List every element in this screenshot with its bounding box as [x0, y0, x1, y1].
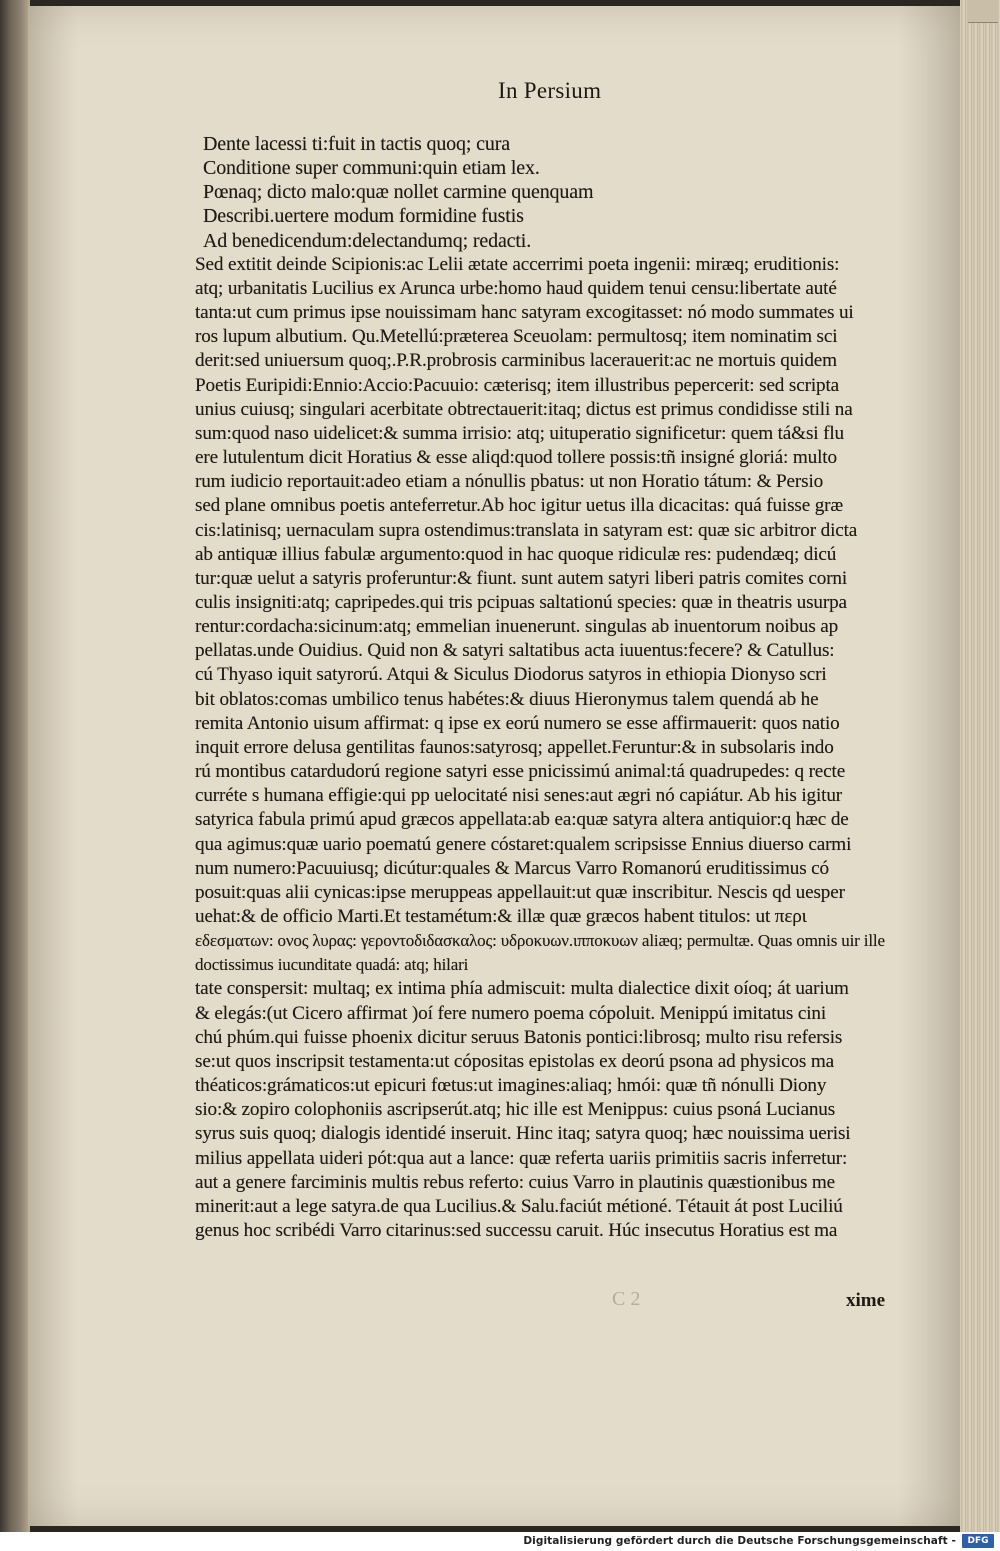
dfg-logo: DFG: [962, 1534, 994, 1548]
book-left-edge: [0, 0, 30, 1551]
verse-quotation: [195, 132, 915, 253]
text-block: [195, 132, 915, 1243]
prose-line: tur:quæ uelut a satyris proferuntur:& fiunt. sunt autem satyri liberi patris comites corni: [195, 567, 848, 589]
prose-line: derit:sed uniuersum quoq;.P.R.probrosis carminibus lacerauerit:ac ne mortuis quidem: [195, 350, 837, 372]
footer-credit: Digitalisierung gefördert durch die Deutsche Forschungsgemeinschaft -: [523, 1535, 956, 1547]
verse-line: Conditione super communi:quin etiam lex.: [203, 157, 540, 180]
prose-line: curréte s humana effigie:qui pp uelocitaté nisi senes:aut ægri nó capiátur. Ab his igitur: [195, 785, 843, 807]
prose-line: tanta:ut cum primus ipse nouissimam hanc satyram excogitasset: nó modo summates ui: [195, 302, 854, 324]
prose-line: atq; urbanitatis Lucilius ex Arunca urbe:homo haud quidem tenui censu:libertate auté: [195, 277, 837, 299]
prose-line: sum:quod naso uidelicet:& summa irrisio: atq; uituperatio significetur: quem tá&si flu: [195, 422, 844, 444]
running-head: In Persium: [498, 78, 602, 103]
prose-line: posuit:quas alii cynicas:ipse meruppeas appellauit:ut quæ inscribitur. Nescis qd uesper: [195, 881, 845, 903]
page-tab: [968, 0, 998, 23]
prose-line: rum iudicio reportauit:adeo etiam a nónullis pbatus: ut non Horatio tátum: & Persio: [195, 471, 824, 493]
prose-line: inquit errore delusa gentilitas faunos:satyrosq; appellet.Feruntur:& in subsolaris indo: [195, 736, 834, 758]
prose-line: qua agimus:quæ uario poematú genere cóstaret:qualem scripsisse Ennius diuerso carmi: [195, 833, 852, 855]
prose-line: bit oblatos:comas umbilico tenus habétes:& diuus Hieronymus talem quendá ab he: [195, 688, 819, 710]
prose-line: genus hoc scribédi Varro citarinus:sed successu caruit. Húc insecutus Horatius est ma: [195, 1220, 838, 1242]
prose-line: & elegás:(ut Cicero affirmat )oí fere numero poema cópoluit. Menippú imitatus cini: [195, 1002, 827, 1024]
prose-line: ere lutulentum dicit Horatius & esse aliqd:quod tollere possis:tñ insigné gloriá: multo: [195, 447, 837, 469]
verse-line: Describi.uertere modum formidine fustis: [203, 205, 524, 228]
prose-line: ros lupum albutium. Qu.Metellú:præterea Sceuolam: permultosq; item nominatim sci: [195, 326, 838, 348]
prose-line-greek: εδεσματων: ονος λυρας: γεροντοδιδασκαλος: υδροκυων.ιπποκυων aliæq; permultæ. Quas omnis uir ille doctissimus iucunditate quadá: atq; hilari: [195, 931, 885, 975]
prose-line: Sed extitit deinde Scipionis:ac Lelii ætate accerrimi poeta ingenii: miræq; eruditionis:: [195, 253, 840, 275]
prose-line: rú montibus catardudorú regione satyri esse pnicissimú animal:tá quadrupedes: q recte: [195, 761, 846, 783]
prose-line: ab antiquæ illius fabulæ argumento:quod in hac quoque ridiculæ res: pudendæq; dicú: [195, 543, 837, 565]
prose-line: rentur:cordacha:sicinum:atq; emmelian inuenerunt. singulas ab inuentorum noibus ap: [195, 616, 839, 638]
prose-line: syrus suis quoq; dialogis identidé inseruit. Hinc itaq; satyra quoq; hæc nouissima uerisi: [195, 1123, 851, 1145]
verse-line: Ad benedicendum:delectandumq; redacti.: [203, 229, 532, 252]
prose-line: tate conspersit: multaq; ex intima phía admiscuit: multa dialectice dixit oíoq; át uarium: [195, 978, 849, 1000]
prose-line: chú phúm.qui fuisse phoenix dicitur seruus Batonis pontici:librosq; multo risu refersis: [195, 1026, 843, 1048]
prose-line: aut a genere farciminis multis rebus referto: cuius Varro in plautinis quæstionibus me: [195, 1171, 836, 1193]
verse-line: Pœnaq; dicto malo:quæ nollet carmine quenquam: [203, 181, 594, 204]
prose-line: culis insigniti:atq; capripedes.qui tris pcipuas saltationú species: quæ in theatris usurpa: [195, 591, 847, 613]
prose-commentary: [195, 253, 915, 1243]
prose-line: sed plane omnibus poetis anteferretur.Ab hoc igitur uetus illa dicacitas: quá fuisse græ: [195, 495, 844, 517]
prose-line: cú Thyaso iquit satyrorú. Atqui & Siculus Diodorus satyros in ethiopia Dionyso scri: [195, 664, 827, 686]
prose-line: se:ut quos inscripsit testamenta:ut cópositas epistolas ex deorú psona ad physicos ma: [195, 1050, 834, 1072]
prose-line: unius cuiusq; singulari acerbitate obtrectauerit:itaq; dictus est primus condidisse stili na: [195, 398, 853, 420]
prose-line: théaticos:grámaticos:ut epicuri fœtus:ut imagines:aliaq; hmói: quæ tñ nónulli Diony: [195, 1075, 827, 1097]
prose-line: Poetis Euripidi:Ennio:Accio:Pacuuio: cæterisq; item illustribus pepercerit: sed scripta: [195, 374, 839, 396]
prose-line: uehat:& de officio Marti.Et testamétum:& illæ quæ græcos habent titulos: ut περι: [195, 906, 807, 927]
prose-line: minerit:aut a lege satyra.de qua Lucilius.& Salu.faciút métioné. Tétauit át post Luciliú: [195, 1195, 843, 1217]
prose-line: sio:& zopiro colophoniis ascripserút.atq; hic ille est Menippus: cuius psoná Lucianus: [195, 1099, 836, 1121]
prose-line: milius appellata uideri pót:qua aut a lance: quæ referta uariis primitiis sacris inferretur:: [195, 1147, 848, 1169]
catchword: xime: [846, 1290, 886, 1311]
prose-line: satyrica fabula primú apud græcos appellata:ab ea:quæ satyra altera antiquior:q hæc de: [195, 809, 849, 831]
signature-mark: C 2: [612, 1288, 641, 1310]
prose-line: cis:latinisq; uernaculam supra ostendimus:translata in satyram est: quæ sic arbitror dicta: [195, 519, 858, 541]
footer-bar: [0, 1532, 1000, 1551]
verse-line: Dente lacessi ti:fuit in tactis quoq; cura: [203, 133, 510, 155]
prose-line: pellatas.unde Ouidius. Quid non & satyri saltatibus acta iuuentus:fecere? & Catullus:: [195, 640, 835, 662]
prose-line: num numero:Pacuuiusq; dicútur:quales & Marcus Varro Romanorú eruditissimus có: [195, 857, 829, 879]
book-fore-edge: [960, 0, 1000, 1551]
prose-line: remita Antonio uisum affirmat: q ipse ex eorú numero se esse affirmauerit: quos natio: [195, 712, 840, 734]
